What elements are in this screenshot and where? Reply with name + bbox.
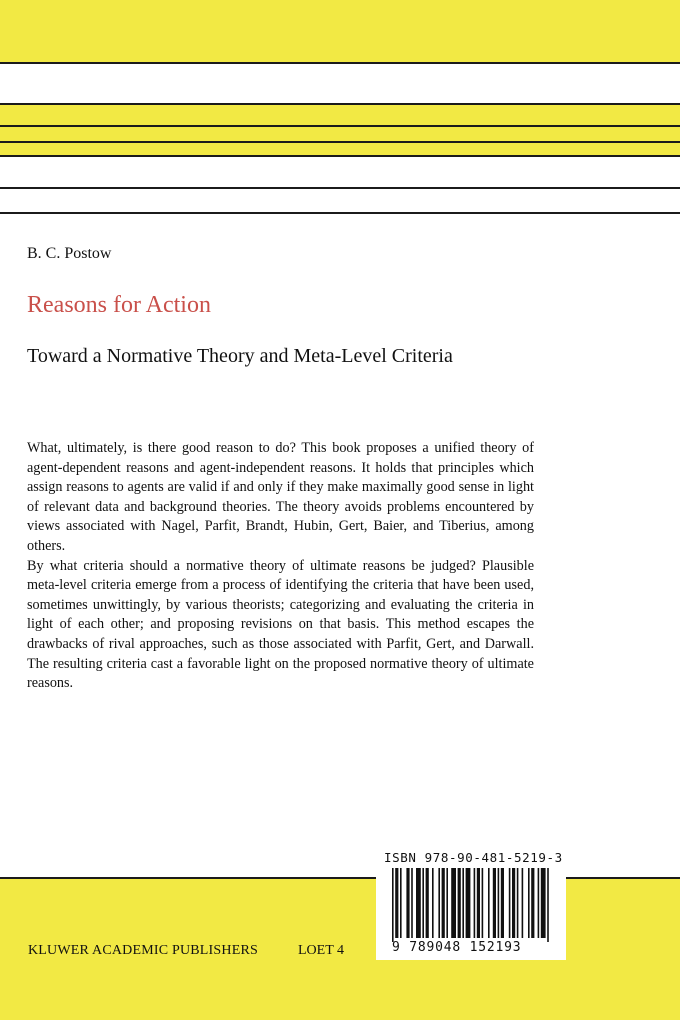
barcode-bar — [442, 868, 445, 938]
stripe-line — [0, 877, 680, 879]
barcode — [376, 848, 566, 960]
barcode-bar — [538, 868, 540, 938]
barcode-bar — [466, 868, 471, 938]
stripe-yellow-fill — [0, 105, 680, 125]
barcode-bar — [477, 868, 480, 938]
barcode-bar — [422, 868, 424, 938]
barcode-bar — [498, 868, 500, 938]
author-name: B. C. Postow — [27, 245, 112, 262]
stripe-yellow-fill — [0, 127, 680, 141]
barcode-bar — [501, 868, 504, 938]
barcode-bar — [432, 868, 434, 938]
barcode-bar — [400, 868, 402, 938]
barcode-bar — [488, 868, 490, 938]
barcode-bar — [493, 868, 496, 938]
barcode-bar — [411, 868, 413, 938]
stripe-line — [0, 62, 680, 64]
barcode-bar — [462, 868, 464, 938]
blurb-paragraph: What, ultimately, is there good reason to do? This book proposes a unified theory of agent-dependent reasons and agent-independent reasons. It holds that principles which assign reasons to agents are valid if and only if they make maximally good sense in light of relevant data and background theories. The theory avoids problems encountered by views associated with Nagel, Parfit, Brandt, Hubin, Gert, Baier, and Tiberius, among others. — [27, 440, 534, 554]
barcode-bar — [531, 868, 534, 938]
barcode-bar — [509, 868, 511, 938]
barcode-bar — [438, 868, 440, 938]
series-label: LOET 4 — [298, 943, 345, 958]
barcode-bar — [395, 868, 398, 938]
barcode-bar — [482, 868, 484, 938]
book-title: Reasons for Action — [27, 292, 211, 318]
barcode-bar — [392, 868, 394, 942]
stripe-yellow-fill — [0, 143, 680, 155]
barcode-bar — [458, 868, 461, 938]
barcode-bar — [512, 868, 515, 938]
barcode-digits: 9 789048 152193 — [392, 940, 522, 955]
barcode-bars — [376, 868, 566, 942]
isbn-label: ISBN 978-90-481-5219-3 — [384, 850, 563, 865]
barcode-bar — [426, 868, 429, 938]
publisher-name: KLUWER ACADEMIC PUBLISHERS — [28, 943, 258, 958]
book-subtitle: Toward a Normative Theory and Meta-Level Criteria — [27, 345, 453, 367]
stripe-line — [0, 212, 680, 214]
barcode-bar — [474, 868, 476, 938]
stripe-line — [0, 187, 680, 189]
top-yellow-band — [0, 0, 680, 62]
barcode-bar — [446, 868, 448, 938]
barcode-bar — [517, 868, 519, 938]
barcode-bar — [541, 868, 546, 938]
barcode-bar — [416, 868, 421, 938]
back-cover-blurb — [27, 439, 534, 694]
decorative-stripes — [0, 62, 680, 216]
barcode-bar — [528, 868, 530, 938]
blurb-paragraph: By what criteria should a normative theory of ultimate reasons be judged? Plausible meta-level criteria emerge from a process of identifying the criteria that have been used, sometimes unwittingly, by various theorists; categorizing and evaluating the criteria in light of each other; and proposing revisions on that basis. This method escapes the drawbacks of rival approaches, such as those associated with Parfit, Gert, and Darwall. The resulting criteria cast a favorable light on the proposed normative theory of ultimate reasons. — [27, 557, 534, 692]
barcode-bar — [406, 868, 409, 938]
barcode-bar — [522, 868, 524, 938]
stripe-line — [0, 155, 680, 157]
barcode-bar — [547, 868, 549, 942]
barcode-bar — [451, 868, 456, 938]
